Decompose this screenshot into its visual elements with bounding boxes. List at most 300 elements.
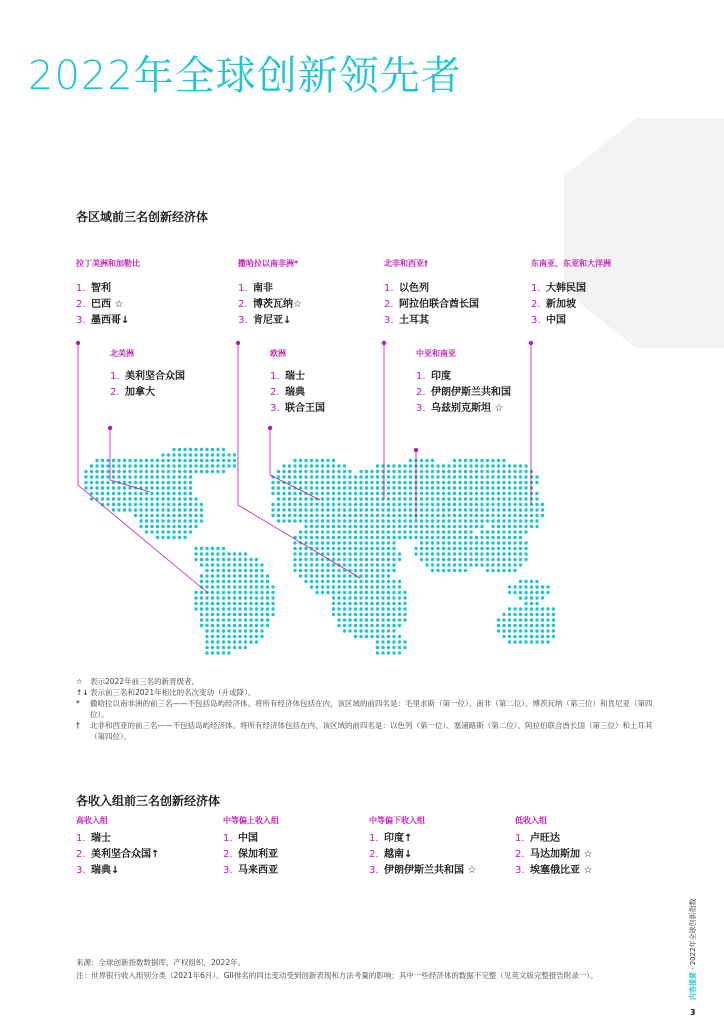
map-dot	[524, 486, 527, 489]
map-dot	[348, 569, 351, 572]
map-dot	[222, 547, 225, 550]
map-dot	[271, 602, 274, 605]
map-dot	[117, 464, 120, 467]
map-dot	[442, 547, 445, 550]
map-dot	[447, 503, 450, 506]
map-dot	[90, 492, 93, 495]
map-dot	[134, 475, 137, 478]
map-dot	[123, 508, 126, 511]
map-dot	[222, 607, 225, 610]
map-dot	[139, 525, 142, 528]
map-dot	[310, 459, 313, 462]
map-dot	[321, 547, 324, 550]
map-dot	[117, 475, 120, 478]
map-dot	[172, 481, 175, 484]
map-dot	[359, 618, 362, 621]
map-dot	[546, 613, 549, 616]
map-dot	[211, 591, 214, 594]
map-dot	[299, 558, 302, 561]
map-dot	[310, 503, 313, 506]
map-dot	[370, 519, 373, 522]
map-dot	[530, 514, 533, 517]
map-dot	[156, 508, 159, 511]
map-dot	[304, 580, 307, 583]
map-dot	[304, 558, 307, 561]
list-item: 1. 瑞士	[270, 371, 305, 382]
map-dot	[293, 459, 296, 462]
map-dot	[392, 481, 395, 484]
map-dot	[447, 514, 450, 517]
map-dot	[497, 569, 500, 572]
map-dot	[464, 481, 467, 484]
map-dot	[453, 497, 456, 500]
map-dot	[293, 536, 296, 539]
map-dot	[447, 519, 450, 522]
map-dot	[431, 475, 434, 478]
map-dot	[167, 514, 170, 517]
map-dot	[502, 558, 505, 561]
map-dot	[194, 464, 197, 467]
map-dot	[167, 453, 170, 456]
map-dot	[123, 470, 126, 473]
map-dot	[359, 558, 362, 561]
map-dot	[95, 486, 98, 489]
map-dot	[453, 486, 456, 489]
leader-dot	[382, 341, 386, 345]
map-dot	[249, 607, 252, 610]
map-dot	[480, 558, 483, 561]
map-dot	[101, 497, 104, 500]
list-item: 1. 智利	[76, 283, 111, 294]
map-dot	[211, 470, 214, 473]
map-dot	[436, 525, 439, 528]
map-dot	[524, 558, 527, 561]
map-dot	[420, 547, 423, 550]
map-dot	[497, 486, 500, 489]
map-dot	[101, 492, 104, 495]
map-dot	[453, 475, 456, 478]
map-dot	[233, 640, 236, 643]
map-dot	[227, 640, 230, 643]
map-dot	[293, 470, 296, 473]
map-dot	[189, 519, 192, 522]
map-dot	[222, 635, 225, 638]
map-dot	[117, 459, 120, 462]
map-dot	[502, 629, 505, 632]
map-dot	[205, 453, 208, 456]
map-dot	[530, 635, 533, 638]
map-dot	[172, 448, 175, 451]
map-dot	[387, 514, 390, 517]
map-dot	[392, 536, 395, 539]
map-dot	[546, 585, 549, 588]
map-dot	[381, 503, 384, 506]
list-item: 3. 联合王国	[270, 403, 325, 414]
map-dot	[321, 574, 324, 577]
map-dot	[310, 475, 313, 478]
map-dot	[365, 497, 368, 500]
map-dot	[502, 547, 505, 550]
list-item: 3. 埃塞俄比亚 ☆	[515, 865, 593, 876]
map-dot	[431, 514, 434, 517]
map-dot	[167, 459, 170, 462]
map-dot	[343, 613, 346, 616]
map-dot	[134, 503, 137, 506]
map-dot	[354, 519, 357, 522]
rank-list	[416, 369, 511, 417]
map-dot	[425, 525, 428, 528]
map-dot	[299, 503, 302, 506]
rank-list	[369, 831, 476, 879]
map-dot	[480, 563, 483, 566]
map-dot	[244, 624, 247, 627]
map-dot	[343, 503, 346, 506]
map-dot	[392, 607, 395, 610]
map-dot	[101, 475, 104, 478]
map-dot	[238, 574, 241, 577]
map-dot	[458, 492, 461, 495]
map-dot	[354, 596, 357, 599]
map-dot	[145, 530, 148, 533]
map-dot	[370, 596, 373, 599]
map-dot	[183, 508, 186, 511]
map-dot	[343, 497, 346, 500]
map-dot	[475, 459, 478, 462]
map-dot	[128, 470, 131, 473]
map-dot	[524, 519, 527, 522]
map-dot	[139, 486, 142, 489]
map-dot	[447, 552, 450, 555]
leader-dot	[529, 341, 533, 345]
map-dot	[216, 602, 219, 605]
map-dot	[249, 596, 252, 599]
map-dot	[244, 646, 247, 649]
map-dot	[530, 470, 533, 473]
map-dot	[260, 569, 263, 572]
map-dot	[464, 563, 467, 566]
map-dot	[370, 547, 373, 550]
map-dot	[260, 618, 263, 621]
map-dot	[332, 492, 335, 495]
map-dot	[376, 646, 379, 649]
map-dot	[491, 569, 494, 572]
map-dot	[519, 514, 522, 517]
map-dot	[480, 475, 483, 478]
map-dot	[475, 470, 478, 473]
map-dot	[167, 486, 170, 489]
map-dot	[288, 519, 291, 522]
map-dot	[530, 602, 533, 605]
map-dot	[227, 635, 230, 638]
map-dot	[546, 635, 549, 638]
dotted-world-map	[60, 440, 560, 660]
map-dot	[431, 541, 434, 544]
map-dot	[123, 497, 126, 500]
map-dot	[508, 508, 511, 511]
map-dot	[359, 475, 362, 478]
map-dot	[486, 514, 489, 517]
map-dot	[530, 629, 533, 632]
map-dot	[403, 464, 406, 467]
map-dot	[123, 481, 126, 484]
map-dot	[508, 475, 511, 478]
map-dot	[541, 591, 544, 594]
map-dot	[128, 481, 131, 484]
map-dot	[409, 497, 412, 500]
map-dot	[348, 580, 351, 583]
map-dot	[260, 580, 263, 583]
map-dot	[354, 525, 357, 528]
map-dot	[497, 552, 500, 555]
map-dot	[502, 503, 505, 506]
region-heading: 拉丁美洲和加勒比	[76, 259, 140, 268]
map-dot	[552, 613, 555, 616]
map-dot	[348, 481, 351, 484]
map-dot	[398, 519, 401, 522]
map-dot	[464, 558, 467, 561]
map-dot	[321, 585, 324, 588]
map-dot	[293, 492, 296, 495]
map-dot	[321, 558, 324, 561]
map-dot	[332, 503, 335, 506]
map-dot	[321, 563, 324, 566]
map-dot	[343, 569, 346, 572]
map-dot	[491, 519, 494, 522]
map-dot	[211, 563, 214, 566]
map-dot	[348, 618, 351, 621]
map-dot	[315, 508, 318, 511]
map-dot	[304, 475, 307, 478]
map-dot	[249, 591, 252, 594]
map-dot	[486, 563, 489, 566]
map-dot	[497, 563, 500, 566]
map-dot	[458, 497, 461, 500]
map-dot	[436, 569, 439, 572]
map-dot	[447, 563, 450, 566]
map-dot	[326, 503, 329, 506]
map-dot	[420, 475, 423, 478]
map-dot	[315, 541, 318, 544]
map-dot	[508, 464, 511, 467]
map-dot	[326, 492, 329, 495]
map-dot	[321, 492, 324, 495]
map-dot	[343, 547, 346, 550]
map-dot	[502, 569, 505, 572]
map-dot	[387, 640, 390, 643]
map-dot	[189, 475, 192, 478]
map-dot	[343, 580, 346, 583]
map-dot	[541, 607, 544, 610]
map-dot	[376, 624, 379, 627]
map-dot	[387, 497, 390, 500]
map-dot	[211, 585, 214, 588]
map-dot	[183, 530, 186, 533]
map-dot	[337, 536, 340, 539]
map-dot	[332, 519, 335, 522]
map-dot	[403, 530, 406, 533]
region-heading: 北非和西亚†	[384, 259, 428, 268]
map-dot	[205, 635, 208, 638]
map-dot	[299, 464, 302, 467]
map-dot	[387, 552, 390, 555]
list-item: 3. 伊朗伊斯兰共和国 ☆	[369, 865, 477, 876]
map-dot	[359, 585, 362, 588]
map-dot	[238, 602, 241, 605]
map-dot	[238, 629, 241, 632]
map-dot	[458, 503, 461, 506]
map-dot	[464, 508, 467, 511]
map-dot	[227, 618, 230, 621]
map-dot	[299, 492, 302, 495]
map-dot	[255, 635, 258, 638]
map-dot	[519, 624, 522, 627]
map-dot	[211, 624, 214, 627]
map-dot	[288, 503, 291, 506]
map-dot	[266, 574, 269, 577]
map-dot	[211, 574, 214, 577]
map-dot	[508, 558, 511, 561]
map-dot	[189, 525, 192, 528]
map-dot	[425, 492, 428, 495]
map-dot	[304, 519, 307, 522]
map-dot	[497, 629, 500, 632]
map-dot	[469, 470, 472, 473]
map-dot	[337, 547, 340, 550]
map-dot	[183, 536, 186, 539]
map-dot	[398, 580, 401, 583]
map-dot	[513, 503, 516, 506]
map-dot	[365, 607, 368, 610]
map-dot	[211, 646, 214, 649]
map-dot	[227, 580, 230, 583]
regional-section-title: 各区域前三名创新经济体	[76, 210, 209, 224]
map-dot	[255, 640, 258, 643]
map-dot	[480, 470, 483, 473]
map-dot	[337, 497, 340, 500]
map-dot	[293, 481, 296, 484]
map-dot	[469, 508, 472, 511]
map-dot	[205, 580, 208, 583]
map-dot	[387, 618, 390, 621]
map-dot	[376, 486, 379, 489]
map-dot	[387, 635, 390, 638]
map-dot	[458, 525, 461, 528]
map-dot	[194, 497, 197, 500]
map-dot	[376, 547, 379, 550]
map-dot	[359, 514, 362, 517]
legend-arrows: ↑↓ 表示前三名和2021年相比的名次变动（升或降）。	[76, 688, 256, 697]
map-dot	[128, 486, 131, 489]
map-dot	[238, 613, 241, 616]
map-dot	[491, 552, 494, 555]
map-dot	[255, 629, 258, 632]
map-dot	[337, 552, 340, 555]
map-dot	[128, 508, 131, 511]
map-dot	[447, 525, 450, 528]
map-dot	[299, 497, 302, 500]
map-dot	[491, 459, 494, 462]
map-dot	[282, 492, 285, 495]
map-dot	[486, 536, 489, 539]
map-dot	[326, 530, 329, 533]
map-dot	[244, 585, 247, 588]
map-dot	[381, 613, 384, 616]
map-dot	[145, 497, 148, 500]
map-dot	[145, 508, 148, 511]
map-dot	[244, 640, 247, 643]
map-dot	[326, 525, 329, 528]
map-dot	[453, 514, 456, 517]
map-dot	[326, 585, 329, 588]
map-dot	[491, 536, 494, 539]
map-dot	[436, 552, 439, 555]
map-dot	[178, 497, 181, 500]
map-dot	[321, 459, 324, 462]
map-dot	[343, 530, 346, 533]
map-dot	[348, 514, 351, 517]
map-dot	[392, 618, 395, 621]
map-dot	[387, 530, 390, 533]
map-dot	[535, 596, 538, 599]
map-dot	[183, 497, 186, 500]
map-dot	[216, 563, 219, 566]
map-dot	[403, 514, 406, 517]
map-dot	[392, 646, 395, 649]
map-dot	[513, 607, 516, 610]
map-dot	[299, 541, 302, 544]
map-dot	[370, 613, 373, 616]
map-dot	[420, 481, 423, 484]
map-dot	[392, 464, 395, 467]
map-dot	[216, 448, 219, 451]
map-dot	[222, 470, 225, 473]
map-dot	[365, 574, 368, 577]
map-dot	[508, 569, 511, 572]
map-dot	[409, 486, 412, 489]
map-dot	[326, 552, 329, 555]
map-dot	[299, 486, 302, 489]
map-dot	[491, 558, 494, 561]
map-dot	[238, 580, 241, 583]
map-dot	[436, 475, 439, 478]
map-dot	[381, 618, 384, 621]
map-dot	[513, 613, 516, 616]
map-dot	[277, 475, 280, 478]
map-dot	[238, 596, 241, 599]
map-dot	[387, 602, 390, 605]
map-dot	[447, 530, 450, 533]
map-dot	[458, 563, 461, 566]
map-dot	[442, 525, 445, 528]
map-dot	[178, 464, 181, 467]
map-dot	[332, 607, 335, 610]
map-dot	[387, 486, 390, 489]
map-dot	[227, 591, 230, 594]
map-dot	[497, 459, 500, 462]
map-dot	[464, 541, 467, 544]
map-dot	[546, 591, 549, 594]
map-dot	[513, 497, 516, 500]
map-dot	[398, 503, 401, 506]
map-dot	[139, 508, 142, 511]
map-dot	[326, 508, 329, 511]
map-dot	[315, 580, 318, 583]
map-dot	[205, 464, 208, 467]
map-dot	[178, 514, 181, 517]
map-dot	[530, 596, 533, 599]
map-dot	[255, 591, 258, 594]
map-dot	[167, 508, 170, 511]
